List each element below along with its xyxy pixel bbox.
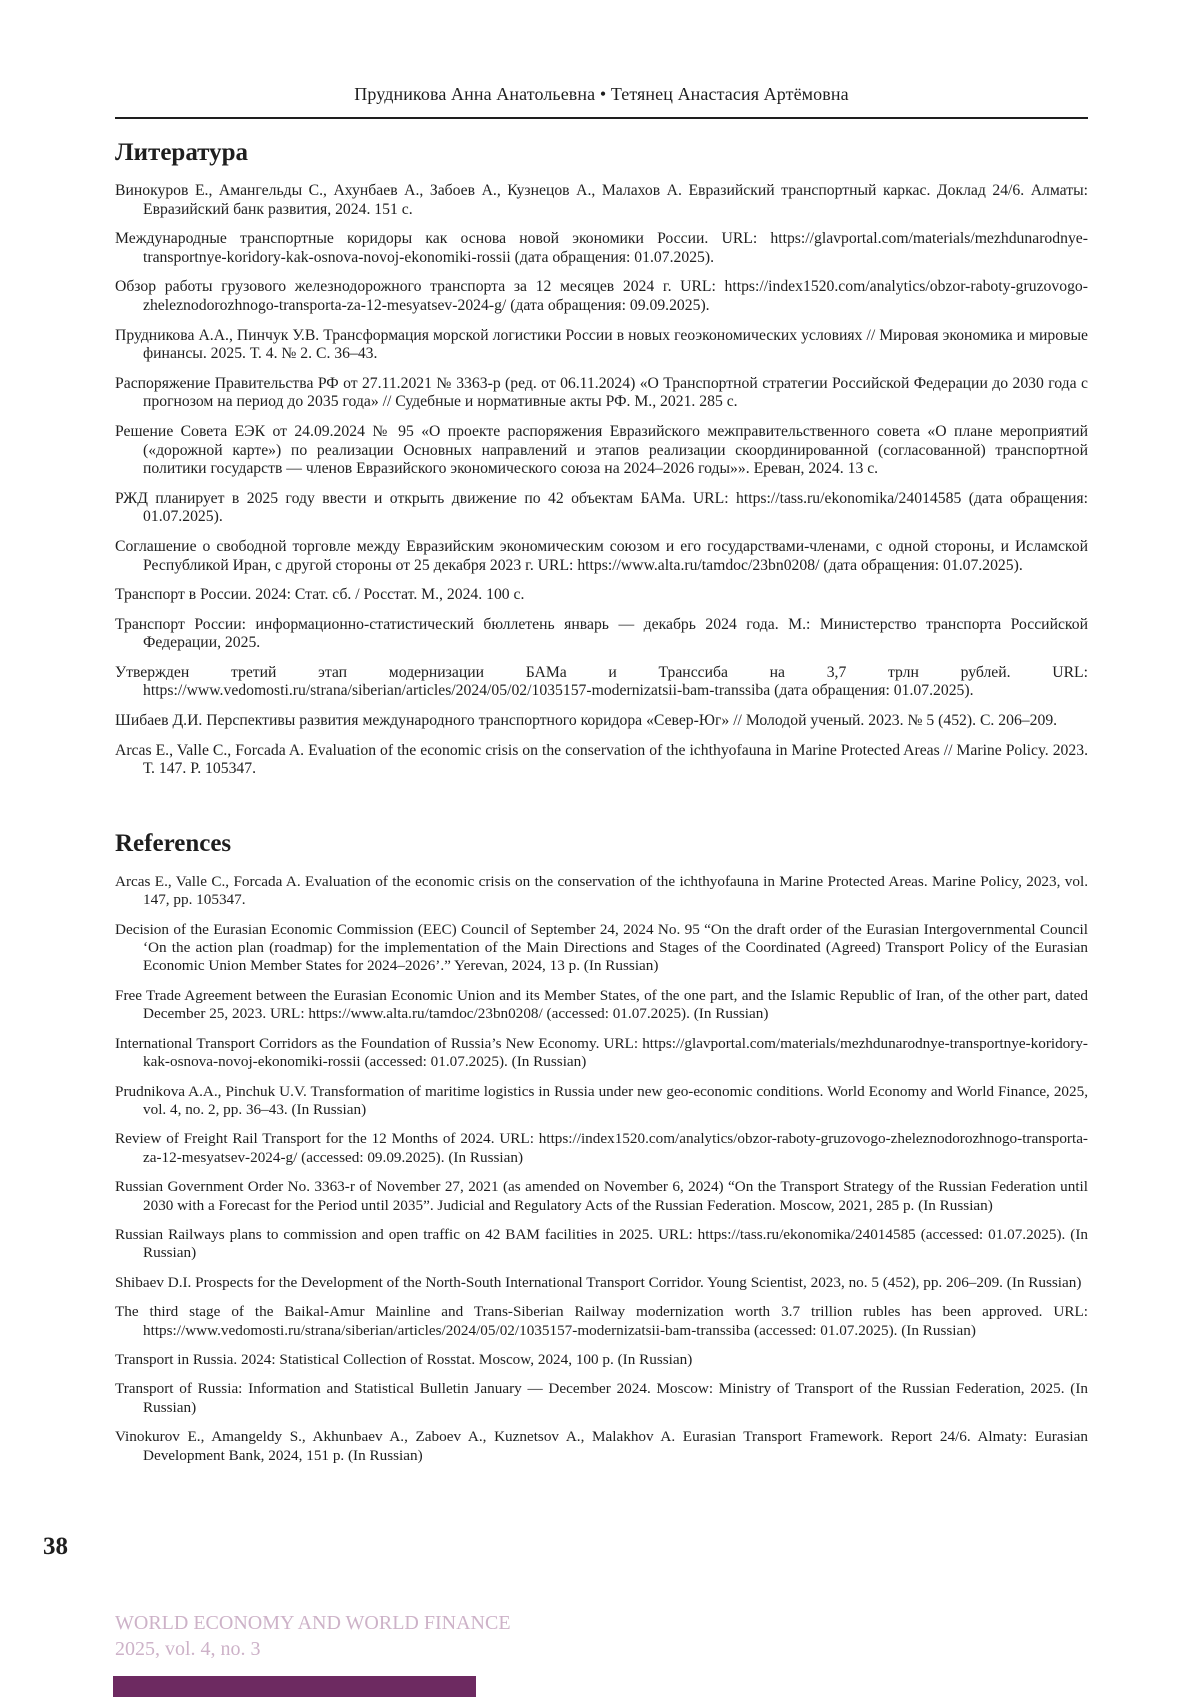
- literature-title: Литература: [115, 139, 249, 166]
- literature-item: Прудникова А.А., Пинчук У.В. Трансформация морской логистики России в новых геоэкономических условиях // Мировая экономика и мировые финансы. 2025. Т. 4. № 2. С. 36–43.: [115, 326, 1088, 363]
- reference-item: Russian Government Order No. 3363-r of November 27, 2021 (as amended on November 6, 2024) “On the Transport Strategy of the Russian Federation until 2030 with a Forecast for the Period until 2035”. Judicial and Regulatory Acts of the Russian Federation. Moscow, 2021, 285 p. (In Russian): [115, 1178, 1088, 1214]
- literature-item: Международные транспортные коридоры как основа новой экономики России. URL: https://glavportal.com/materials/mezhdunarodnye-transportnye-koridory-kak-osnova-novoj-ekonomiki-rossii (дата обращения: 01.07.2025).: [115, 230, 1088, 266]
- journal-issue: 2025, vol. 4, no. 3: [115, 1638, 261, 1660]
- literature-item: Транспорт России: информационно-статистический бюллетень январь — декабрь 2024 года. М.: Министерство транспорта Российской Федерации, 2025.: [115, 615, 1088, 652]
- literature-item: Обзор работы грузового железнодорожного транспорта за 12 месяцев 2024 г. URL: https://index1520.com/analytics/obzor-raboty-gruzovogo-zheleznodorozhnogo-transporta-za-12-mesyatsev-2024-g/ (дата обращения: 09.09.2025).: [115, 278, 1088, 314]
- literature-item: Утвержден третий этап модернизации БАМа и Транссиба на 3,7 трлн рублей. URL: https://www.vedomosti.ru/strana/siberian/articles/2024/05/02/1035157-modernizatsii-bam-transsiba (дата обращения: 01.07.2025).: [115, 663, 1088, 700]
- page-number: 38: [43, 1533, 68, 1560]
- literature-item: Шибаев Д.И. Перспективы развития международного транспортного коридора «Север-Юг» // Молодой ученый. 2023. № 5 (452). С. 206–209.: [115, 712, 1058, 730]
- running-head: Прудникова Анна Анатольевна • Тетянец Анастасия Артёмовна: [354, 84, 849, 104]
- reference-item: Russian Railways plans to commission and open traffic on 42 BAM facilities in 2025. URL: https://tass.ru/ekonomika/24014585 (accessed: 01.07.2025). (In Russian): [115, 1225, 1088, 1262]
- reference-item: International Transport Corridors as the Foundation of Russia’s New Economy. URL: https://glavportal.com/materials/mezhdunarodnye-transportnye-koridory-kak-osnova-novoj-ekonomiki-rossii (accessed: 01.07.2025). (In Russian): [115, 1034, 1088, 1071]
- reference-item: Free Trade Agreement between the Eurasian Economic Union and its Member States, of the one part, and the Islamic Republic of Iran, of the other part, dated December 25, 2023. URL: https://www.alta.ru/tamdoc/23bn0208/ (accessed: 01.07.2025). (In Russian): [115, 986, 1088, 1023]
- literature-item: Винокуров Е., Амангельды С., Ахунбаев А., Забоев А., Кузнецов А., Малахов А. Евразийский транспортный каркас. Доклад 24/6. Алматы: Евразийский банк развития, 2024. 151 с.: [115, 182, 1088, 218]
- literature-item: РЖД планирует в 2025 году ввести и открыть движение по 42 объектам БАМа. URL: https://tass.ru/ekonomika/24014585 (дата обращения: 01.07.2025).: [115, 489, 1088, 526]
- references-list: [115, 873, 1088, 1465]
- literature-item: Транспорт в России. 2024: Стат. сб. / Росстат. М., 2024. 100 с.: [115, 586, 525, 604]
- reference-item: Vinokurov E., Amangeldy S., Akhunbaev A., Zaboev A., Kuznetsov A., Malakhov A. Eurasian Transport Framework. Report 24/6. Almaty: Eurasian Development Bank, 2024, 151 p. (In Russian): [115, 1428, 1088, 1464]
- main-content: [115, 136, 1088, 1476]
- journal-name: WORLD ECONOMY AND WORLD FINANCE: [115, 1612, 511, 1634]
- header-rule: [115, 117, 1088, 119]
- reference-item: The third stage of the Baikal-Amur Mainline and Trans-Siberian Railway modernization worth 3.7 trillion rubles has been approved. URL: https://www.vedomosti.ru/strana/siberian/articles/2024/05/02/1035157-modernizatsii-bam-transsiba (accessed: 01.07.2025). (In Russian): [115, 1303, 1088, 1339]
- literature-list: [115, 182, 1088, 779]
- reference-item: Transport of Russia: Information and Statistical Bulletin January — December 2024. Moscow: Ministry of Transport of the Russian Federation, 2025. (In Russian): [115, 1380, 1088, 1416]
- section-spacer: [115, 790, 1088, 827]
- reference-item: Arcas E., Valle C., Forcada A. Evaluation of the economic crisis on the conservation of the ichthyofauna in Marine Protected Areas. Marine Policy, 2023, vol. 147, pp. 105347.: [115, 872, 1088, 909]
- brand-bar: [113, 1676, 476, 1697]
- reference-item: Prudnikova A.A., Pinchuk U.V. Transformation of maritime logistics in Russia under new geo-economic conditions. World Economy and World Finance, 2025, vol. 4, no. 2, pp. 36–43. (In Russian): [115, 1082, 1088, 1118]
- literature-item: Распоряжение Правительства РФ от 27.11.2021 № 3363-р (ред. от 06.11.2024) «О Транспортной стратегии Российской Федерации до 2030 года с прогнозом на период до 2035 года» // Судебные и нормативные акты РФ. М., 2021. 285 с.: [115, 374, 1088, 411]
- literature-item: Решение Совета ЕЭК от 24.09.2024 № 95 «О проекте распоряжения Евразийского межправительственного совета «О плане мероприятий («дорожной карте») по реализации Основных направлений и этапов реализации скоординированной (согласованной) транспортной политики государств — членов Евразийского экономического союза на 2024–2026 годы»». Ереван, 2024. 13 с.: [115, 422, 1088, 478]
- reference-item: Review of Freight Rail Transport for the 12 Months of 2024. URL: https://index1520.com/analytics/obzor-raboty-gruzovogo-zheleznodorozhnogo-transporta-za-12-mesyatsev-2024-g/ (accessed: 09.09.2025). (In Russian): [115, 1130, 1088, 1166]
- literature-item: Arcas E., Valle C., Forcada A. Evaluation of the economic crisis on the conservation of the ichthyofauna in Marine Protected Areas // Marine Policy. 2023. Т. 147. P. 105347.: [115, 741, 1088, 778]
- literature-item: Соглашение о свободной торговле между Евразийским экономическим союзом и его государствами-членами, с одной стороны, и Исламской Республикой Иран, с другой стороны от 25 декабря 2023 г. URL: https://www.alta.ru/tamdoc/23bn0208/ (дата обращения: 01.07.2025).: [115, 537, 1088, 574]
- reference-item: Transport in Russia. 2024: Statistical Collection of Rosstat. Moscow, 2024, 100 p. (In Russian): [115, 1350, 693, 1368]
- reference-item: Shibaev D.I. Prospects for the Development of the North-South International Transport Corridor. Young Scientist, 2023, no. 5 (452), pp. 206–209. (In Russian): [115, 1273, 1082, 1291]
- references-title: References: [115, 829, 232, 857]
- reference-item: Decision of the Eurasian Economic Commission (EEC) Council of September 24, 2024 No. 95 “On the draft order of the Eurasian Intergovernmental Council ‘On the action plan (roadmap) for the implementation of the Main Directions and Stages of the Coordinated (Agreed) Transport Policy of the Eurasian Economic Union Member States for 2024–2026’.” Yerevan, 2024, 13 p. (In Russian): [115, 920, 1088, 975]
